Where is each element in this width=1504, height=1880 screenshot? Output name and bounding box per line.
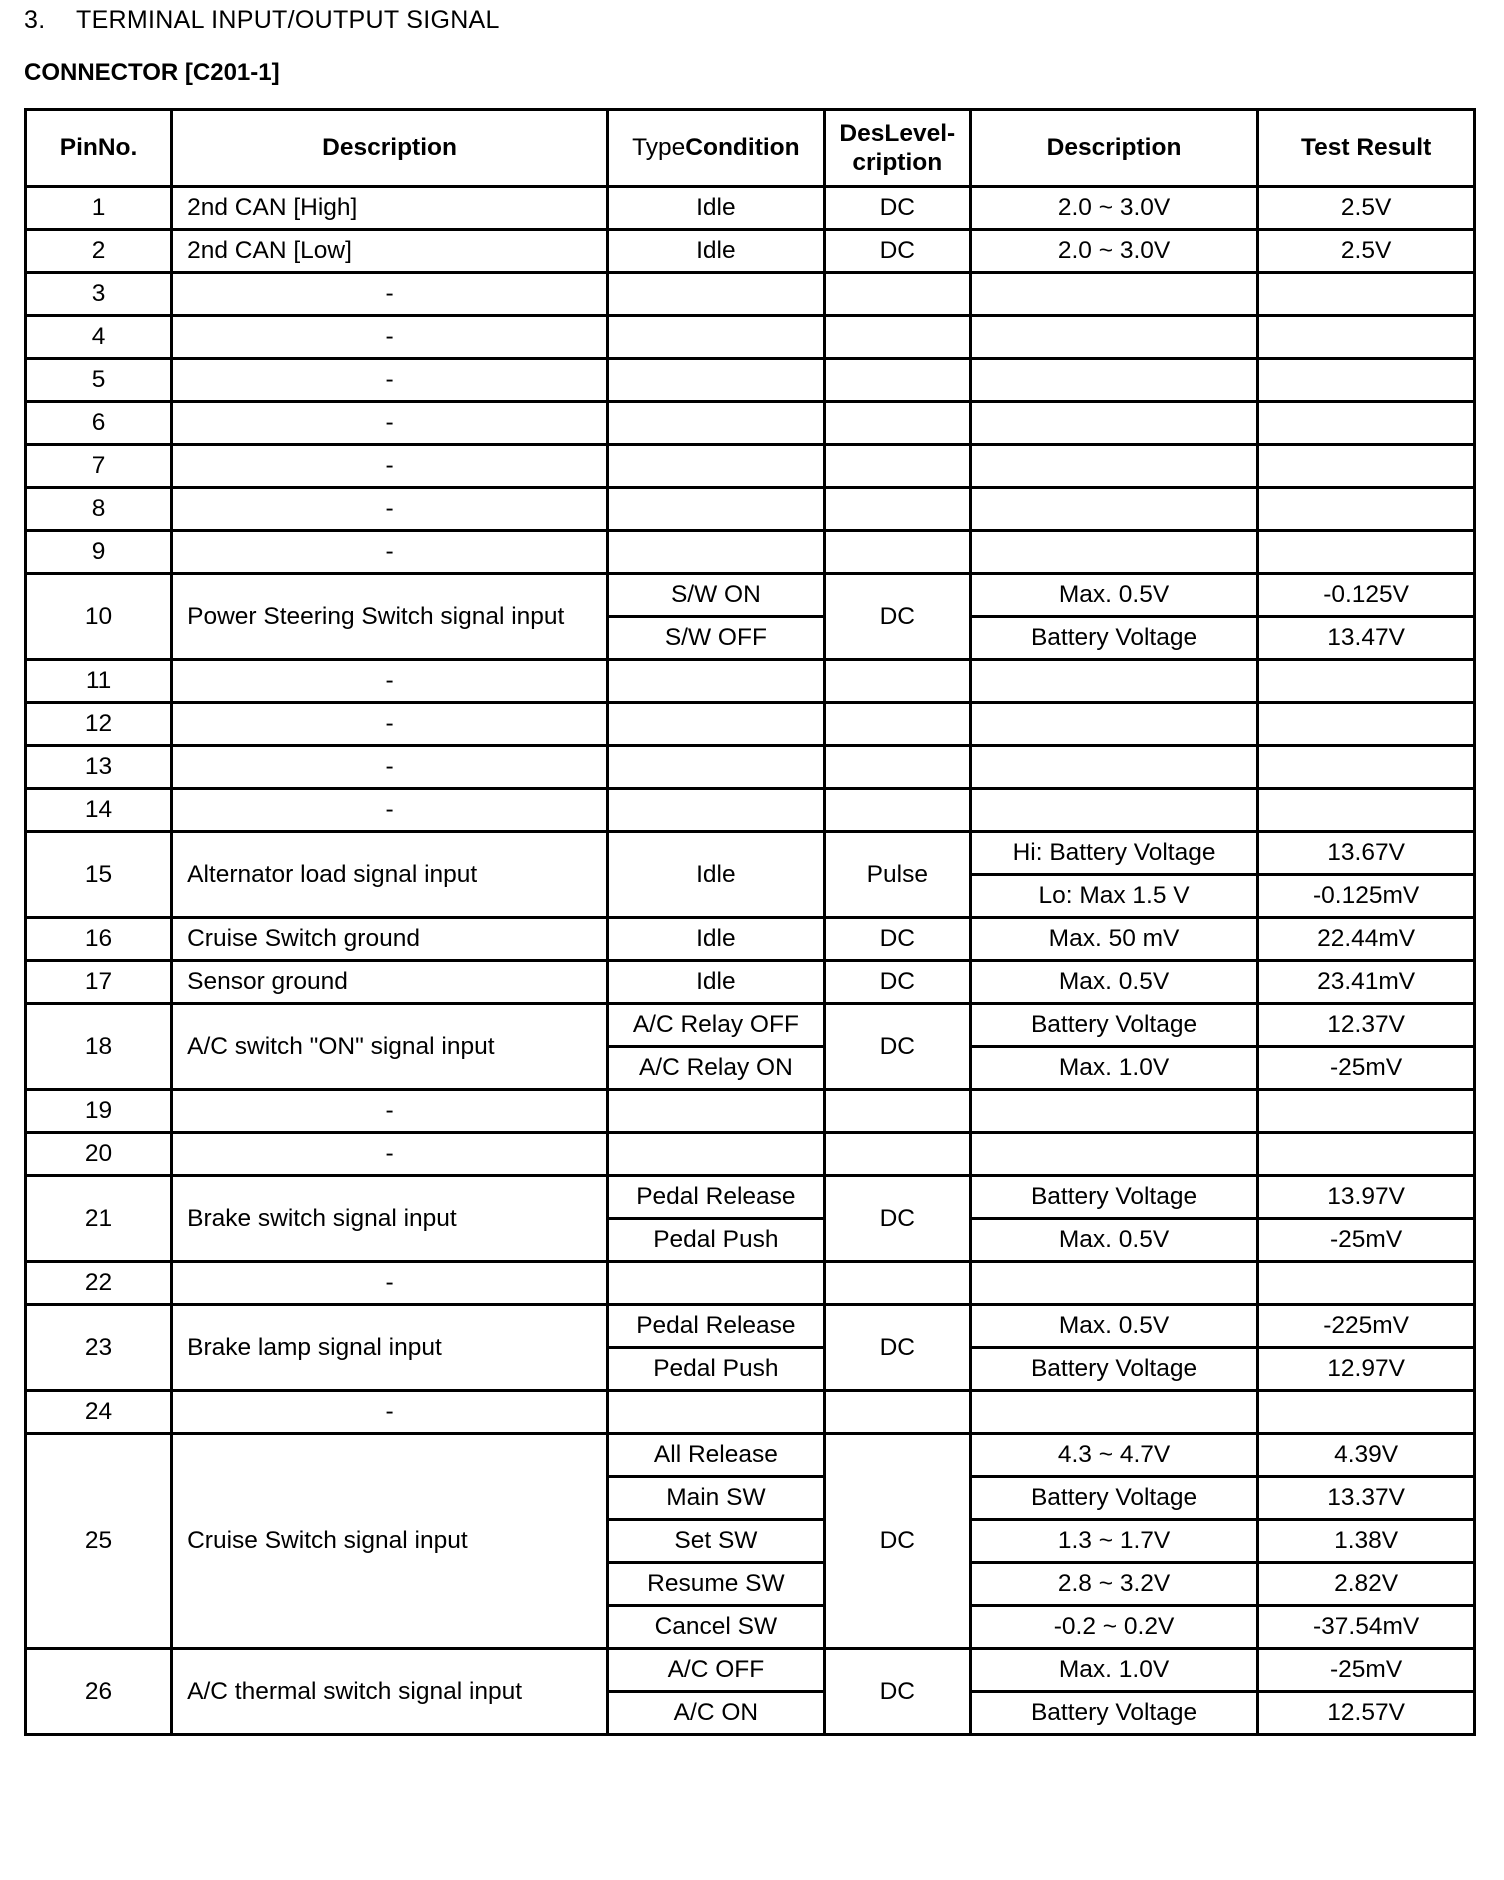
level-description-cell: Battery Voltage [970,1348,1257,1391]
test-result-cell [1258,402,1475,445]
table-row [26,273,1475,316]
level-description-cell: Max. 0.5V [970,961,1257,1004]
pin-number-cell: 21 [26,1176,172,1262]
test-result-cell: -25mV [1258,1047,1475,1090]
condition-cell: Idle [608,187,825,230]
table-row [26,1133,1475,1176]
test-result-cell [1258,1262,1475,1305]
description-cell: - [172,316,608,359]
level-description-cell [970,531,1257,574]
description-cell: - [172,445,608,488]
level-description-cell: Battery Voltage [970,1692,1257,1735]
pin-number-cell: 19 [26,1090,172,1133]
condition-cell: All Release [608,1434,825,1477]
level-description-cell: 2.0 ~ 3.0V [970,187,1257,230]
pin-number-cell: 9 [26,531,172,574]
pin-number-cell: 17 [26,961,172,1004]
condition-cell [608,359,825,402]
test-result-cell [1258,359,1475,402]
table-row [26,359,1475,402]
description-cell: Power Steering Switch signal input [172,574,608,660]
condition-cell: Set SW [608,1520,825,1563]
level-description-cell: Max. 0.5V [970,1305,1257,1348]
description-cell: 2nd CAN [Low] [172,230,608,273]
level-cell: DC [824,1176,970,1262]
level-description-cell [970,789,1257,832]
level-cell [824,1391,970,1434]
pin-number-cell: 5 [26,359,172,402]
table-row [26,1090,1475,1133]
description-cell: - [172,746,608,789]
level-description-cell: Battery Voltage [970,1477,1257,1520]
table-row [26,660,1475,703]
test-result-cell: 2.82V [1258,1563,1475,1606]
description-cell: - [172,531,608,574]
description-cell: - [172,1262,608,1305]
level-cell: DC [824,1305,970,1391]
description-cell: - [172,660,608,703]
condition-cell [608,316,825,359]
level-cell [824,531,970,574]
pin-number-cell: 22 [26,1262,172,1305]
test-result-cell: 12.57V [1258,1692,1475,1735]
description-cell: - [172,273,608,316]
level-cell: DC [824,918,970,961]
level-cell [824,273,970,316]
table-row [26,1305,1475,1348]
test-result-cell: 12.97V [1258,1348,1475,1391]
pin-number-cell: 1 [26,187,172,230]
condition-cell: Pedal Push [608,1348,825,1391]
level-description-cell: Lo: Max 1.5 V [970,875,1257,918]
pin-number-cell: 8 [26,488,172,531]
level-cell: DC [824,574,970,660]
header-type-condition [608,110,825,187]
table-row [26,445,1475,488]
test-result-cell: -25mV [1258,1649,1475,1692]
level-cell [824,402,970,445]
table-row [26,402,1475,445]
test-result-cell [1258,273,1475,316]
level-cell: DC [824,187,970,230]
level-description-cell: Max. 0.5V [970,1219,1257,1262]
table-row [26,703,1475,746]
condition-cell: Pedal Push [608,1219,825,1262]
description-cell: Brake lamp signal input [172,1305,608,1391]
condition-cell [608,402,825,445]
table-row [26,746,1475,789]
level-description-cell [970,445,1257,488]
level-description-cell [970,660,1257,703]
table-row [26,488,1475,531]
test-result-cell [1258,1090,1475,1133]
description-cell: - [172,703,608,746]
level-description-cell [970,316,1257,359]
test-result-cell [1258,488,1475,531]
level-description-cell: 2.0 ~ 3.0V [970,230,1257,273]
description-cell: Cruise Switch ground [172,918,608,961]
level-description-cell [970,359,1257,402]
test-result-cell [1258,445,1475,488]
description-cell: - [172,1391,608,1434]
level-cell [824,359,970,402]
description-cell: - [172,1090,608,1133]
section-title: TERMINAL INPUT/OUTPUT SIGNAL [76,6,500,34]
table-row [26,230,1475,273]
condition-cell [608,488,825,531]
pin-number-cell: 13 [26,746,172,789]
test-result-cell: 13.47V [1258,617,1475,660]
test-result-cell: 13.97V [1258,1176,1475,1219]
condition-cell: Main SW [608,1477,825,1520]
condition-cell: A/C Relay OFF [608,1004,825,1047]
condition-cell: A/C OFF [608,1649,825,1692]
test-result-cell [1258,746,1475,789]
test-result-cell: 22.44mV [1258,918,1475,961]
table-row [26,531,1475,574]
description-cell: Alternator load signal input [172,832,608,918]
test-result-cell [1258,789,1475,832]
level-description-cell: 2.8 ~ 3.2V [970,1563,1257,1606]
level-description-cell: Hi: Battery Voltage [970,832,1257,875]
pin-number-cell: 12 [26,703,172,746]
level-description-cell [970,703,1257,746]
level-cell [824,1262,970,1305]
table-body [26,187,1475,1735]
level-cell: Pulse [824,832,970,918]
level-cell: DC [824,1434,970,1649]
condition-cell: A/C ON [608,1692,825,1735]
test-result-cell: 13.37V [1258,1477,1475,1520]
pin-number-cell: 4 [26,316,172,359]
test-result-cell: -25mV [1258,1219,1475,1262]
test-result-cell: 4.39V [1258,1434,1475,1477]
test-result-cell: -37.54mV [1258,1606,1475,1649]
test-result-cell [1258,1133,1475,1176]
level-description-cell: Battery Voltage [970,1004,1257,1047]
table-row [26,1434,1475,1477]
description-cell: A/C switch "ON" signal input [172,1004,608,1090]
pin-number-cell: 26 [26,1649,172,1735]
level-description-cell: Max. 0.5V [970,574,1257,617]
description-cell: - [172,359,608,402]
test-result-cell: 2.5V [1258,187,1475,230]
level-description-cell: 1.3 ~ 1.7V [970,1520,1257,1563]
condition-cell: Resume SW [608,1563,825,1606]
header-description: Description [172,110,608,187]
test-result-cell: 1.38V [1258,1520,1475,1563]
table-row [26,961,1475,1004]
table-row [26,789,1475,832]
table-header-row [26,110,1475,187]
level-description-cell [970,1391,1257,1434]
table-row [26,1391,1475,1434]
description-cell: - [172,402,608,445]
table-row [26,918,1475,961]
level-description-cell [970,1133,1257,1176]
description-cell: Brake switch signal input [172,1176,608,1262]
condition-cell: Cancel SW [608,1606,825,1649]
pin-number-cell: 25 [26,1434,172,1649]
level-cell [824,488,970,531]
pin-number-cell: 15 [26,832,172,918]
pin-number-cell: 11 [26,660,172,703]
condition-cell [608,789,825,832]
terminal-signal-table [24,108,1476,1736]
condition-cell [608,746,825,789]
table-row [26,1176,1475,1219]
pin-number-cell: 14 [26,789,172,832]
section-number: 3. [24,6,46,34]
test-result-cell: -0.125mV [1258,875,1475,918]
description-cell: - [172,1133,608,1176]
test-result-cell [1258,660,1475,703]
header-test-result: Test Result [1258,110,1475,187]
level-description-cell [970,402,1257,445]
level-description-cell: -0.2 ~ 0.2V [970,1606,1257,1649]
condition-cell: Idle [608,832,825,918]
level-cell: DC [824,1649,970,1735]
pin-number-cell: 10 [26,574,172,660]
condition-cell [608,1133,825,1176]
pin-number-cell: 24 [26,1391,172,1434]
condition-cell [608,273,825,316]
pin-number-cell: 23 [26,1305,172,1391]
condition-cell [608,660,825,703]
level-cell [824,445,970,488]
table-row [26,316,1475,359]
condition-cell: S/W OFF [608,617,825,660]
level-description-cell: Max. 1.0V [970,1649,1257,1692]
description-cell: - [172,789,608,832]
condition-cell: A/C Relay ON [608,1047,825,1090]
level-cell [824,316,970,359]
pin-number-cell: 6 [26,402,172,445]
pin-number-cell: 18 [26,1004,172,1090]
header-level: DesLevel-cription [824,110,970,187]
level-description-cell [970,1090,1257,1133]
table-row [26,1004,1475,1047]
header-pin-no: PinNo. [26,110,172,187]
condition-cell: Idle [608,961,825,1004]
pin-number-cell: 16 [26,918,172,961]
connector-title: CONNECTOR [C201-1] [24,59,280,86]
level-cell [824,789,970,832]
condition-cell: S/W ON [608,574,825,617]
table-row [26,832,1475,875]
level-description-cell [970,273,1257,316]
description-cell: A/C thermal switch signal input [172,1649,608,1735]
description-cell: Sensor ground [172,961,608,1004]
section-heading [24,6,500,35]
pin-number-cell: 3 [26,273,172,316]
condition-cell: Idle [608,918,825,961]
level-cell [824,746,970,789]
level-cell: DC [824,961,970,1004]
header-level-description: Description [970,110,1257,187]
level-description-cell: 4.3 ~ 4.7V [970,1434,1257,1477]
level-description-cell [970,1262,1257,1305]
test-result-cell [1258,1391,1475,1434]
level-cell [824,660,970,703]
condition-cell [608,445,825,488]
level-cell [824,1090,970,1133]
test-result-cell: 13.67V [1258,832,1475,875]
description-cell: - [172,488,608,531]
test-result-cell [1258,703,1475,746]
level-description-cell: Max. 1.0V [970,1047,1257,1090]
level-description-cell: Battery Voltage [970,1176,1257,1219]
condition-cell: Pedal Release [608,1176,825,1219]
condition-cell [608,1090,825,1133]
header-condition: Condition [685,134,800,162]
test-result-cell: 2.5V [1258,230,1475,273]
pin-number-cell: 7 [26,445,172,488]
test-result-cell: -225mV [1258,1305,1475,1348]
level-cell [824,1133,970,1176]
pin-number-cell: 20 [26,1133,172,1176]
level-description-cell [970,488,1257,531]
table-row [26,574,1475,617]
description-cell: Cruise Switch signal input [172,1434,608,1649]
test-result-cell [1258,316,1475,359]
level-description-cell: Battery Voltage [970,617,1257,660]
level-cell: DC [824,230,970,273]
test-result-cell: 12.37V [1258,1004,1475,1047]
header-type: Type [632,134,686,162]
condition-cell [608,1391,825,1434]
test-result-cell [1258,531,1475,574]
condition-cell [608,1262,825,1305]
condition-cell: Idle [608,230,825,273]
condition-cell [608,703,825,746]
level-cell [824,703,970,746]
condition-cell [608,531,825,574]
test-result-cell: 23.41mV [1258,961,1475,1004]
level-description-cell [970,746,1257,789]
test-result-cell: -0.125V [1258,574,1475,617]
level-description-cell: Max. 50 mV [970,918,1257,961]
description-cell: 2nd CAN [High] [172,187,608,230]
level-cell: DC [824,1004,970,1090]
table-row [26,187,1475,230]
condition-cell: Pedal Release [608,1305,825,1348]
table-row [26,1649,1475,1692]
table-row [26,1262,1475,1305]
pin-number-cell: 2 [26,230,172,273]
